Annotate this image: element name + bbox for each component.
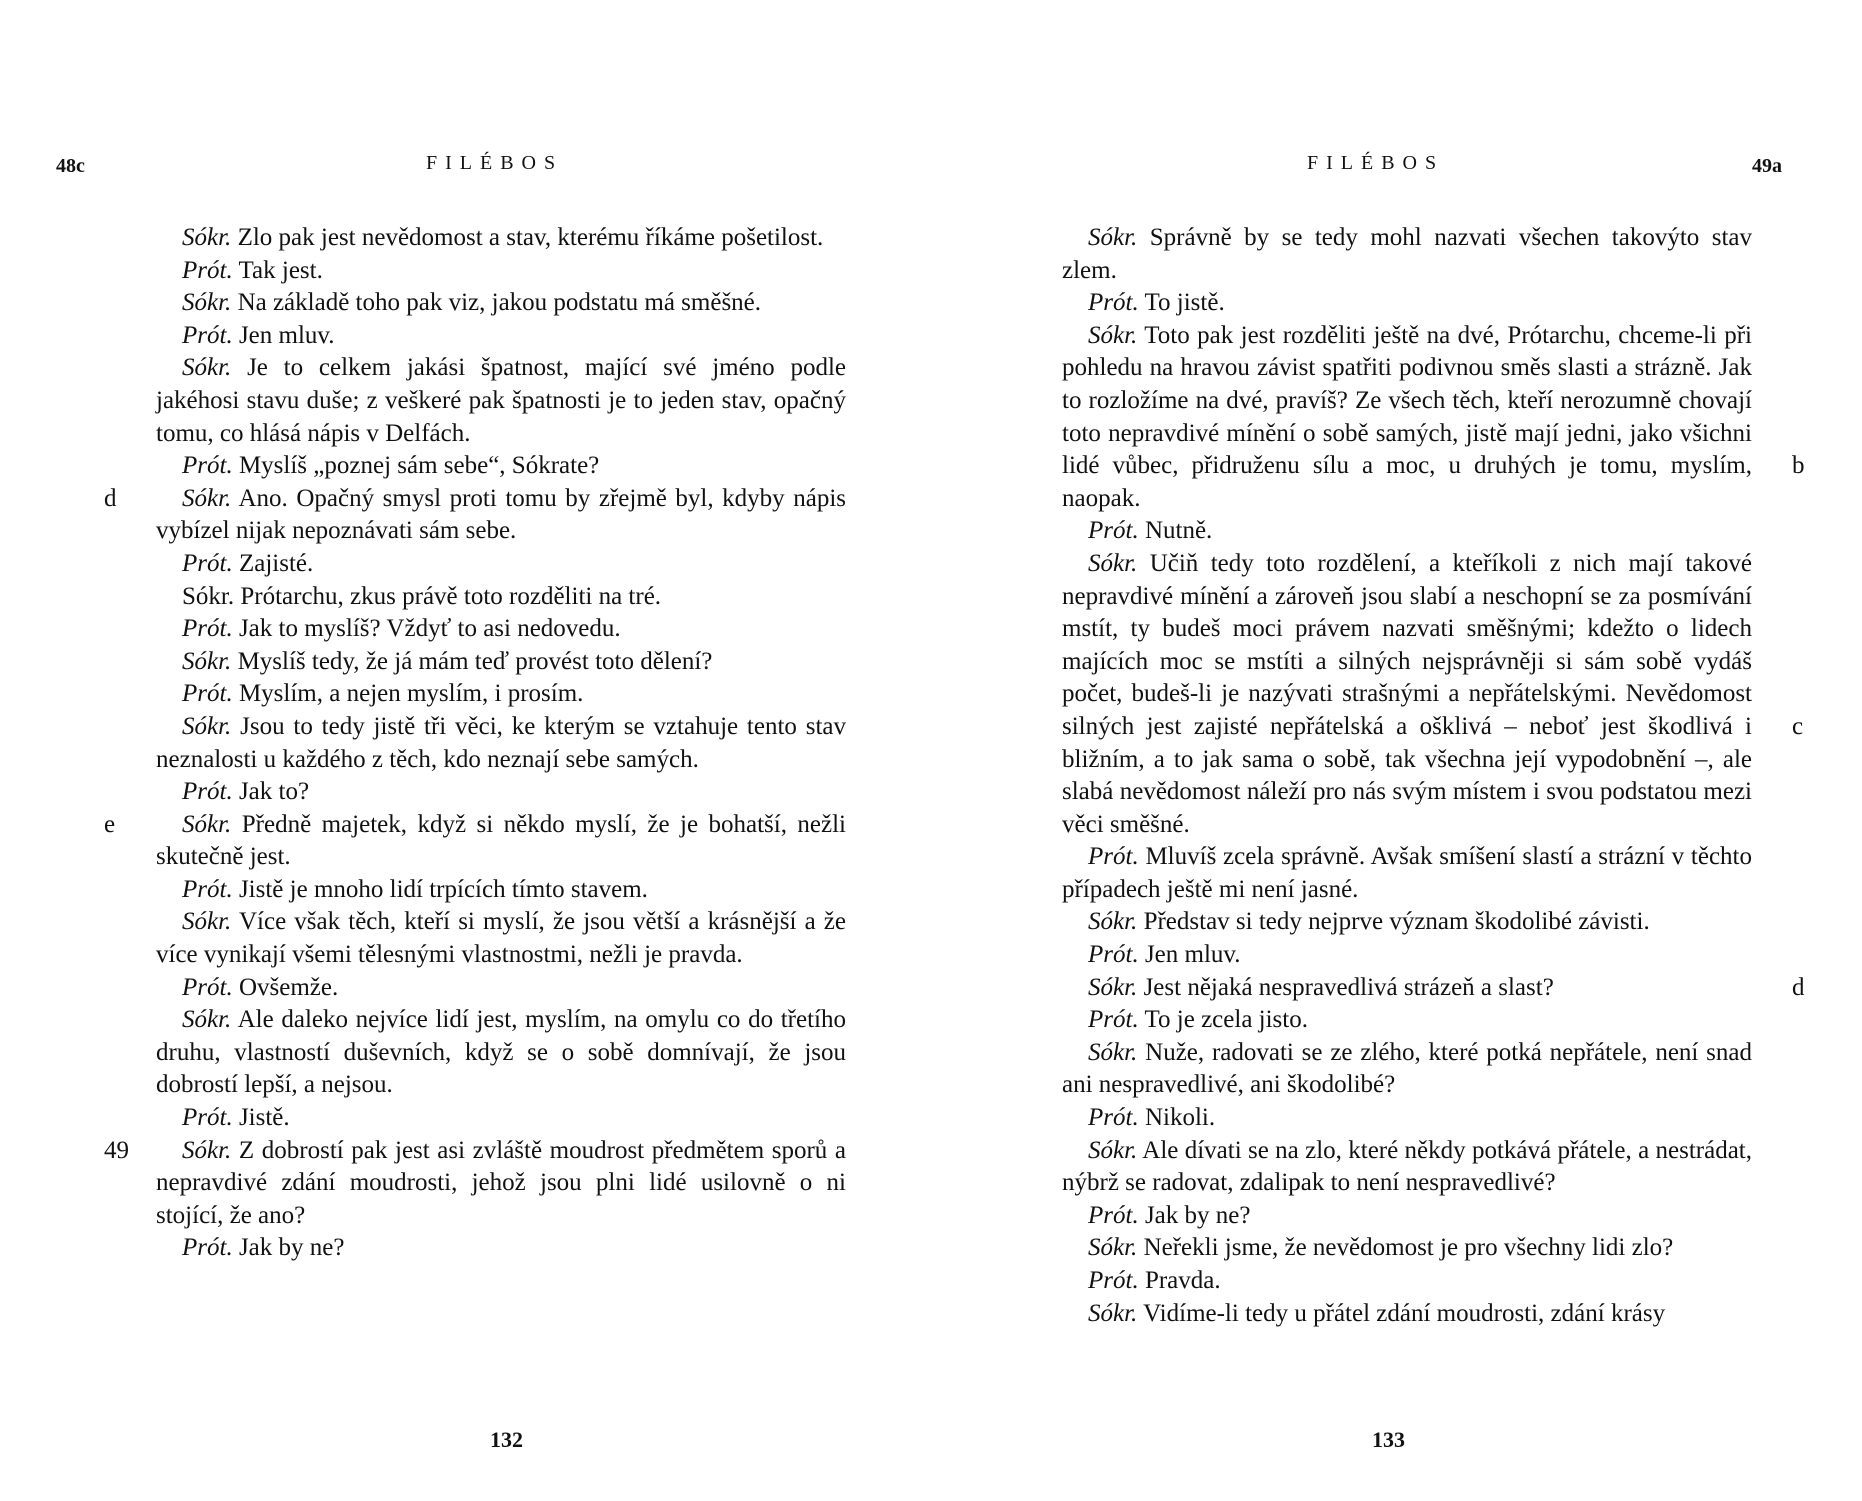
dialogue-paragraph <box>1062 1298 1752 1331</box>
dialogue-text: Jak to? <box>238 778 310 806</box>
dialogue-text: Toto pak jest rozděliti ještě na dvé, Prótarchu, chceme-li při pohledu na hravou závist spatřiti podivnou směs slasti a strázně. Jak to rozložíme na dvé, pravíš? Ze všech těch, kteří nerozumně chovají toto nepravdivé mínění o sobě samých, jistě mají jedni, jako všichni lidé vůbec, přidruženu sílu a moc, u druhých je tomu, myslím, naopak. <box>1062 321 1752 512</box>
dialogue-paragraph <box>1062 972 1805 1005</box>
dialogue-text: Tak jest. <box>238 256 323 284</box>
dialogue-text: Ale dívati se na zlo, které někdy potkává přátele, a nestrádat, nýbrž se radovat, zdalipak to není nespravedlivé? <box>1062 1136 1752 1197</box>
dialogue-paragraph <box>156 613 846 646</box>
dialogue-text: Myslím, a nejen myslím, i prosím. <box>238 680 584 708</box>
dialogue-paragraph <box>156 1102 846 1135</box>
stephanus-margin-number: d <box>1792 973 1805 1001</box>
dialogue-paragraph <box>1062 939 1752 972</box>
dialogue-text: Ale daleko nejvíce lidí jest, myslím, na omylu co do třetího druhu, vlastností duševních, když se o sobě domnívají, že jsou dobrostí lepší, a nejsou. <box>156 1006 846 1099</box>
dialogue-text: Jen mluv. <box>1144 941 1241 969</box>
dialogue-paragraph <box>156 548 846 581</box>
dialogue-paragraph <box>1062 515 1752 548</box>
dialogue-text: Jistě je mnoho lidí trpících tímto stavem. <box>238 875 648 903</box>
dialogue-paragraph <box>156 1232 846 1265</box>
dialogue-text: Na základě toho pak viz, jakou podstatu má směšné. <box>237 289 762 317</box>
speaker-label: Prót. <box>1088 1267 1139 1294</box>
speaker-label: Sókr. <box>182 712 232 740</box>
speaker-label: Prót. <box>1088 1201 1139 1229</box>
speaker-label: Sókr. <box>182 289 232 317</box>
speaker-label: Prót. <box>182 615 233 643</box>
dialogue-paragraph <box>1062 1200 1752 1233</box>
stephanus-margin-number: c <box>1792 712 1804 740</box>
text-block-right <box>1062 222 1805 1330</box>
stephanus-margin-number: d <box>104 484 117 512</box>
dialogue-paragraph <box>1062 1004 1752 1037</box>
speaker-label: Sókr. <box>1088 1299 1138 1327</box>
dialogue-text: Jak by ne? <box>238 1234 345 1262</box>
dialogue-text: Myslíš „poznej sám sebe“, Sókrate? <box>238 452 600 480</box>
stephanus-margin-number: b <box>1792 452 1805 480</box>
speaker-label: Prót. <box>1088 1104 1139 1132</box>
dialogue-paragraph <box>156 776 846 809</box>
dialogue-paragraph <box>1062 1037 1752 1102</box>
speaker-label: Sókr. <box>1088 224 1138 251</box>
speaker-label: Prót. <box>182 321 233 349</box>
speaker-label: Prót. <box>182 875 233 903</box>
running-title-right: FILÉBOS <box>1307 152 1445 174</box>
speaker-label: Sókr. <box>1088 549 1138 577</box>
dialogue-paragraph <box>104 1135 846 1233</box>
text-block-left <box>104 222 847 1265</box>
dialogue-paragraph <box>156 646 846 679</box>
dialogue-paragraph <box>156 678 846 711</box>
dialogue-text: Nutně. <box>1144 517 1213 545</box>
dialogue-text: Představ si tedy nejprve význam škodolibé závisti. <box>1143 908 1650 936</box>
speaker-label: Sókr. <box>1088 1234 1138 1262</box>
dialogue-text: Mluvíš zcela správně. Avšak smíšení slastí a strázní v těchto případech ještě mi není jasné. <box>1062 843 1752 903</box>
dialogue-paragraph <box>1062 548 1804 841</box>
speaker-label: Sókr. <box>182 810 232 838</box>
speaker-label: Sókr. <box>1088 1136 1138 1164</box>
dialogue-paragraph <box>1062 1102 1752 1135</box>
speaker-label: Sókr. <box>1088 973 1138 1001</box>
speaker-label: Prót. <box>182 1234 233 1262</box>
dialogue-text: Jsou to tedy jistě tři věci, ke kterým se vztahuje tento stav neznalosti u každého z těch, kdo neznají sebe samých. <box>156 712 847 773</box>
dialogue-text: Jen mluv. <box>238 321 335 349</box>
dialogue-text: To je zcela jisto. <box>1144 1006 1308 1034</box>
dialogue-text: Prótarchu, zkus právě toto rozděliti na tré. <box>240 582 662 610</box>
speaker-label: Sókr. <box>1088 321 1138 349</box>
dialogue-paragraph <box>156 255 846 288</box>
page-number-right: 133 <box>1372 1427 1405 1452</box>
dialogue-paragraph <box>1062 320 1805 516</box>
stephanus-margin-number: 49 <box>104 1136 129 1164</box>
speaker-label: Prót. <box>1088 941 1139 969</box>
dialogue-paragraph <box>156 352 846 450</box>
stephanus-number-right: 49a <box>1752 155 1782 177</box>
speaker-label: Prót. <box>1088 517 1139 545</box>
dialogue-text: Jest nějaká nespravedlivá strázeň a slast? <box>1143 973 1554 1001</box>
speaker-label: Prót. <box>182 778 233 806</box>
dialogue-paragraph <box>156 287 846 320</box>
dialogue-text: Pravda. <box>1144 1267 1221 1294</box>
dialogue-paragraph <box>1062 906 1752 939</box>
speaker-label: Sókr. <box>182 354 232 382</box>
dialogue-paragraph <box>156 320 846 353</box>
speaker-label: Sókr. <box>182 1006 232 1034</box>
dialogue-paragraph <box>1062 841 1752 906</box>
dialogue-text: Ano. Opačný smysl proti tomu by zřejmě byl, kdyby nápis vybízel nijak nepoznávati sám sebe. <box>156 484 847 545</box>
speaker-label: Sókr. <box>1088 908 1138 936</box>
speaker-label: Prót. <box>182 973 233 1001</box>
dialogue-paragraph <box>1062 222 1752 287</box>
dialogue-text: Nikoli. <box>1144 1104 1216 1132</box>
dialogue-text: Ovšemže. <box>238 973 339 1001</box>
right-page <box>931 0 1862 1501</box>
dialogue-text: Správně by se tedy mohl nazvati všechen takovýto stav zlem. <box>1062 224 1752 284</box>
dialogue-text: Jak to myslíš? Vždyť to asi nedovedu. <box>238 615 621 643</box>
dialogue-text: Neřekli jsme, že nevědomost je pro všechny lidi zlo? <box>1143 1234 1674 1262</box>
speaker-label: Prót. <box>1088 843 1139 871</box>
speaker-label: Prót. <box>182 1104 233 1132</box>
dialogue-paragraph <box>1062 287 1752 320</box>
dialogue-paragraph <box>104 809 846 874</box>
speaker-label: Prót. <box>182 549 233 577</box>
speaker-label: Prót. <box>182 256 233 284</box>
dialogue-paragraph <box>156 450 846 483</box>
dialogue-paragraph <box>1062 1265 1752 1298</box>
dialogue-text: Více však těch, kteří si myslí, že jsou větší a krásnější a že více vynikají všemi tělesnými vlastnostmi, nežli je pravda. <box>156 908 846 969</box>
dialogue-text: Vidíme-li tedy u přátel zdání moudrosti, zdání krásy <box>1143 1299 1666 1327</box>
speaker-label: Prót. <box>1088 289 1139 317</box>
dialogue-paragraph <box>156 581 846 614</box>
dialogue-text: Myslíš tedy, že já mám teď provést toto dělení? <box>237 647 713 675</box>
speaker-label: Sókr. <box>182 647 232 675</box>
running-title-left: FILÉBOS <box>426 152 564 174</box>
dialogue-paragraph <box>156 222 846 255</box>
dialogue-paragraph <box>156 1004 846 1102</box>
dialogue-paragraph <box>1062 1135 1752 1200</box>
dialogue-text: Je to celkem jakási špatnost, mající své jméno podle jakéhosi stavu duše; z veškeré pak špatnosti je to jeden stav, opačný tomu, co hlásá nápis v Delfách. <box>156 354 846 447</box>
speaker-label: Sókr. <box>1088 1038 1138 1066</box>
dialogue-paragraph <box>156 972 846 1005</box>
dialogue-text: Nuže, radovati se ze zlého, které potká nepřátele, není snad ani nespravedlivé, ani škodolibé? <box>1062 1038 1753 1099</box>
speaker-label: Sókr. <box>182 224 232 251</box>
speaker-label: Sókr. <box>182 484 232 512</box>
dialogue-text: Zajisté. <box>238 549 314 577</box>
speaker-label: Sókr. <box>182 1136 232 1164</box>
speaker-label: Prót. <box>1088 1006 1139 1034</box>
dialogue-text: To jistě. <box>1144 289 1225 317</box>
dialogue-paragraph <box>1062 1232 1752 1265</box>
speaker-label: Sókr. <box>182 582 235 610</box>
stephanus-number-left: 48c <box>56 155 85 177</box>
dialogue-paragraph <box>156 906 846 971</box>
speaker-label: Sókr. <box>182 908 232 936</box>
dialogue-paragraph <box>156 711 846 776</box>
speaker-label: Prót. <box>182 452 233 480</box>
dialogue-text: Učiň tedy toto rozdělení, a kteříkoli z nich mají takové nepravdivé mínění a zároveň jsou slabí a neschopní se za posmívání mstít, ty budeš moci právem nazvati směšnými; kdežto o lidech majících moc se mstíti a silných nejsprávněji si sám sobě vydáš počet, budeš-li je nazývati strašnými a nepřátelskými. Nevědomost silných jest zajisté nepřátelská a ošklivá – neboť jest škodlivá i bližním, a to jak sama o sobě, tak všechna její vypodobnění –, ale slabá nevědomost náleží pro nás svým místem i svou podstatou mezi věci směšné. <box>1062 549 1753 838</box>
dialogue-text: Z dobrostí pak jest asi zvláště moudrost předmětem sporů a nepravdivé zdání moudrosti, jehož jsou plni lidé usilovně o ni stojící, že ano? <box>156 1136 846 1229</box>
dialogue-text: Předně majetek, když si někdo myslí, že je bohatší, nežli skutečně jest. <box>156 810 846 871</box>
speaker-label: Prót. <box>182 680 233 708</box>
stephanus-margin-number: e <box>104 810 116 838</box>
page-number-left: 132 <box>490 1427 523 1452</box>
dialogue-text: Jistě. <box>238 1104 290 1132</box>
dialogue-paragraph <box>156 874 846 907</box>
dialogue-text: Zlo pak jest nevědomost a stav, kterému říkáme pošetilost. <box>237 224 824 251</box>
dialogue-text: Jak by ne? <box>1144 1201 1251 1229</box>
dialogue-paragraph <box>104 483 847 548</box>
